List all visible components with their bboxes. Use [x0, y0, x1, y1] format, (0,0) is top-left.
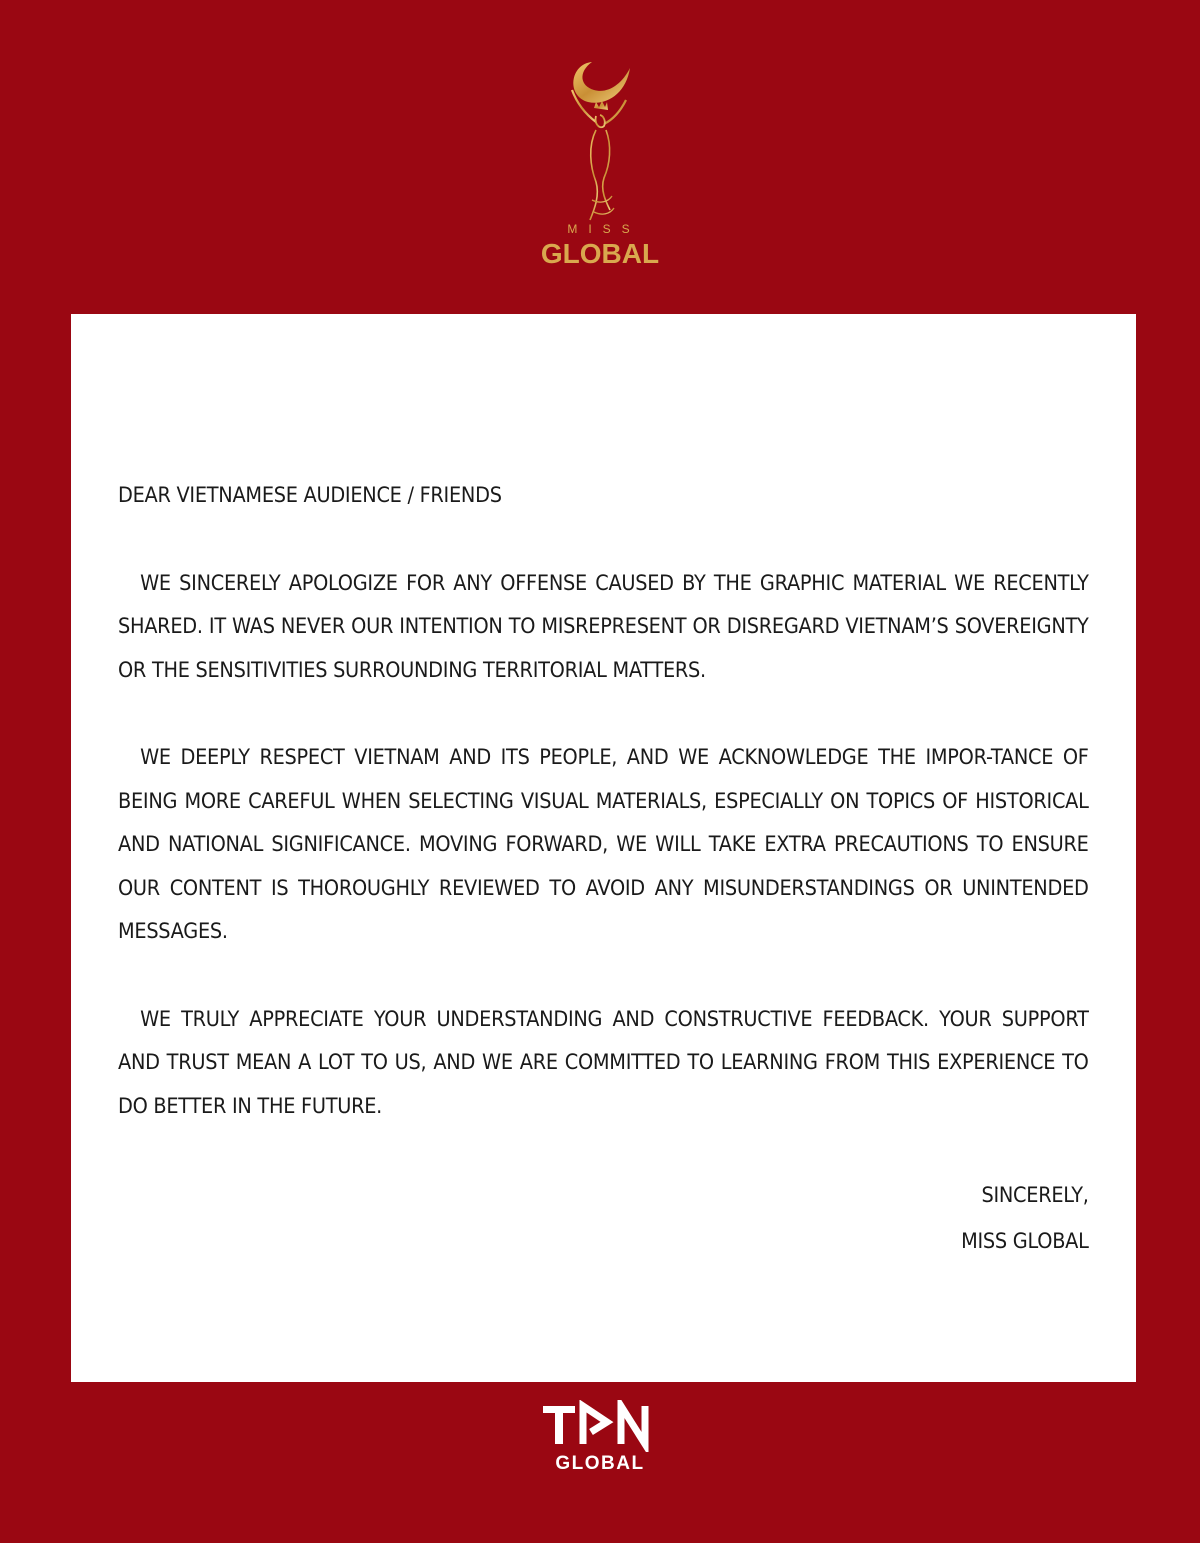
letter-paragraph: WE SINCERELY APOLOGIZE FOR ANY OFFENSE CAUSED BY THE GRAPHIC MATERIAL WE RECENTLY SHARED. IT WAS NEVER OUR INTENTION TO MISREPRESENT OR DISREGARD VIETNAM’S SOVEREIGNTY OR THE SENSITIVITIES SURROUNDING TERRITORIAL MATTERS.: [118, 570, 1089, 682]
miss-global-logo: [530, 50, 670, 280]
tpn-global-logo-icon: [535, 1400, 665, 1452]
tpn-global-text: GLOBAL: [555, 1453, 645, 1474]
tpn-global-logo: [535, 1400, 665, 1490]
letter-closing: SINCERELY,: [981, 1183, 1089, 1207]
letter-card: [71, 314, 1136, 1382]
letter-body: [118, 474, 1089, 1264]
letter-paragraph: WE DEEPLY RESPECT VIETNAM AND ITS PEOPLE, AND WE ACKNOWLEDGE THE IMPOR-TANCE OF BEING MORE CAREFUL WHEN SELECTING VISUAL MATERIALS, ESPECIALLY ON TOPICS OF HISTORICAL AND NATIONAL SIGNIFICANCE. MOVING FORWARD, WE WILL TAKE EXTRA PRECAUTIONS TO ENSURE OUR CONTENT IS THOROUGHLY REVIEWED TO AVOID ANY MISUNDERSTANDINGS OR UNINTENDED MESSAGES.: [118, 745, 1089, 943]
miss-global-trophy-icon: [530, 50, 670, 225]
logo-global-text: GLOBAL: [540, 238, 660, 269]
logo-miss-text: MISS: [567, 222, 641, 236]
letter-paragraph: WE TRULY APPRECIATE YOUR UNDERSTANDING AND CONSTRUCTIVE FEEDBACK. YOUR SUPPORT AND TRUST MEAN A LOT TO US, AND WE ARE COMMITTED TO LEARNING FROM THIS EXPERIENCE TO DO BETTER IN THE FUTURE.: [118, 1006, 1089, 1118]
letter-signature: MISS GLOBAL: [961, 1229, 1089, 1253]
letter-salutation: DEAR VIETNAMESE AUDIENCE / FRIENDS: [118, 483, 502, 507]
